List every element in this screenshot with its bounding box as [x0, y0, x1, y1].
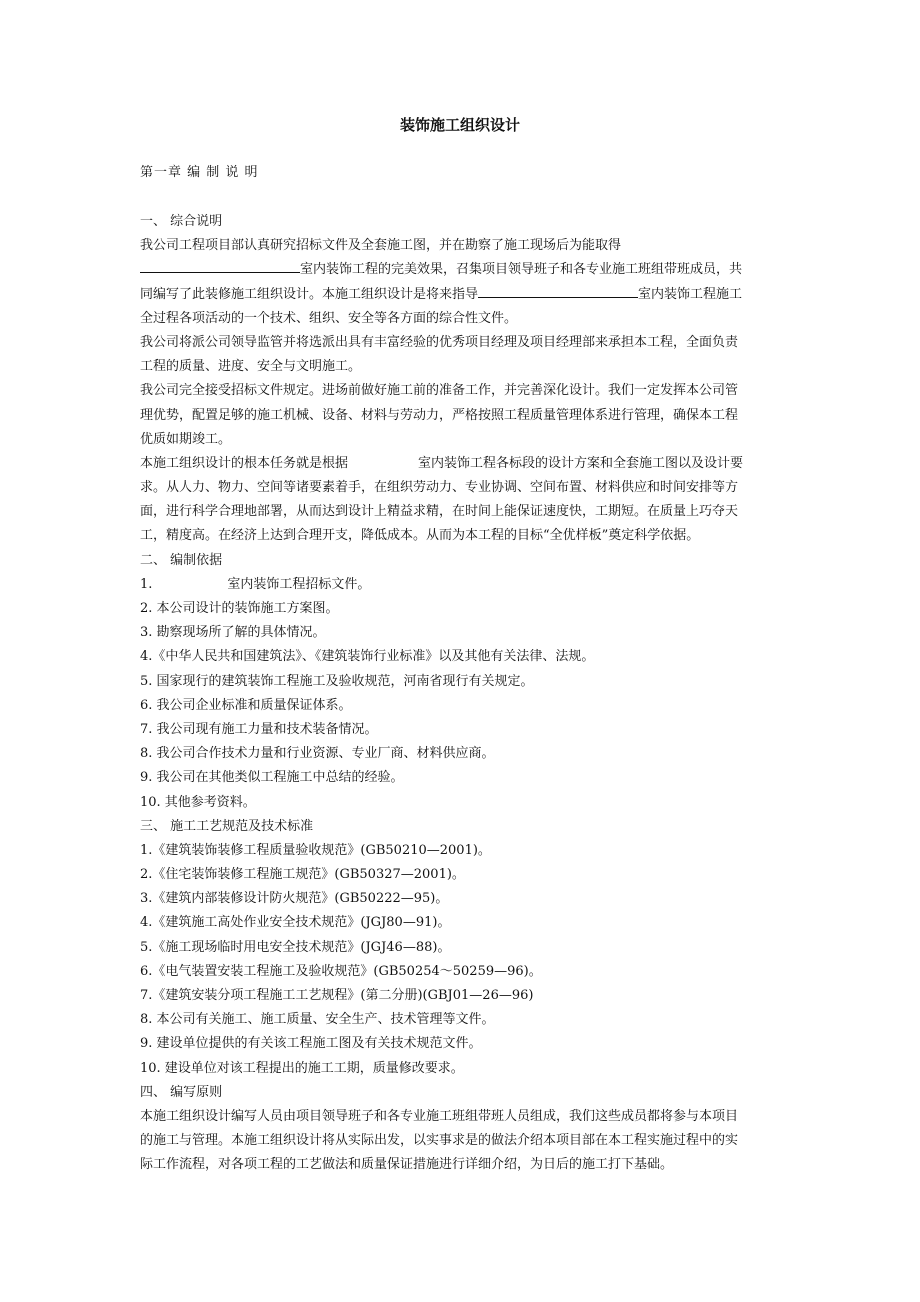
s1-p4-line-3: 面，进行科学合理地部署，从而达到设计上精益求精，在时间上能保证速度快，工期短。在质量上巧夺天 [140, 504, 739, 520]
s2-item-1-text: 室内装饰工程招标文件。 [227, 576, 371, 592]
s4-line-1: 本施工组织设计编写人员由项目领导班子和各专业施工班组带班人员组成，我们这些成员都将参与本项目 [140, 1108, 739, 1124]
s2-list-item: 2. 本公司设计的装饰施工方案图。 [140, 601, 339, 616]
s3-list-item: 6.《电气装置安装工程施工及验收规范》(GB50254～50259—96)。 [140, 963, 542, 979]
s1-p1-line-4: 全过程各项活动的一个技术、组织、安全等各方面的综合性文件。 [140, 310, 518, 326]
s3-list-item: 5.《施工现场临时用电安全技术规范》(JGJ46—88)。 [140, 939, 451, 955]
project-name-blank-2 [478, 283, 638, 298]
s1-p1-line-1: 我公司工程项目部认真研究招标文件及全套施工图，并在勘察了施工现场后为能取得 [140, 238, 622, 254]
s2-list-item: 6. 我公司企业标准和质量保证体系。 [140, 697, 352, 713]
section-1-heading: 一、 综合说明 [140, 214, 223, 229]
s2-list-item: 5. 国家现行的建筑装饰工程施工及验收规范，河南省现行有关规定。 [140, 673, 534, 689]
section-2-heading: 二、 编制依据 [140, 552, 223, 568]
s1-p3-line-3: 优质如期竣工。 [140, 431, 232, 447]
s3-list-item: 8. 本公司有关施工、施工质量、安全生产、技术管理等文件。 [140, 1012, 495, 1028]
section-4-heading: 四、 编写原则 [140, 1084, 223, 1100]
s2-item-1 [140, 573, 788, 597]
s1-p4-line-1b: 室内装饰工程各标段的设计方案和全套施工图以及设计要 [418, 455, 744, 471]
s3-list-item: 4.《建筑施工高处作业安全技术规范》(JGJ80—91)。 [140, 915, 451, 931]
s2-list-item: 8. 我公司合作技术力量和行业资源、专业厂商、材料供应商。 [140, 746, 495, 762]
s1-p3-line-1: 我公司完全接受招标文件规定。进场前做好施工前的准备工作，并完善深化设计。我们一定发挥本公司管 [140, 383, 739, 399]
s3-list-item: 2.《住宅装饰装修工程施工规范》(GB50327—2001)。 [140, 867, 465, 883]
s1-p1-line-3a: 同编写了此装修施工组织设计。本施工组织设计是将来指导 [140, 286, 479, 302]
s1-p4-line-2: 求。从人力、物力、空间等诸要素着手，在组织劳动力、专业协调、空间布置、材料供应和时间安排等方 [140, 480, 739, 496]
s4-line-3: 际工作流程，对各项工程的工艺做法和质量保证措施进行详细介绍，为日后的施工打下基础。 [140, 1157, 674, 1173]
s3-list-item: 3.《建筑内部装修设计防火规范》(GB50222—95)。 [140, 891, 449, 907]
s1-p4-line-4: 工，精度高。在经济上达到合理开支，降低成本。从而为本工程的目标“全优样板”奠定科学依据。 [140, 528, 700, 544]
s2-list-item: 3. 勘察现场所了解的具体情况。 [140, 625, 326, 641]
s2-item-1-number: 1. [140, 576, 153, 592]
s2-list-item: 4.《中华人民共和国建筑法》、《建筑装饰行业标准》以及其他有关法律、法规。 [140, 649, 595, 665]
s3-list-item: 10. 建设单位对该工程提出的施工工期，质量修改要求。 [140, 1060, 464, 1076]
s3-list-item: 7.《建筑安装分项工程施工工艺规程》(第二分册)(GBJ01—26—96) [140, 988, 534, 1003]
chapter-heading: 第一章 编 制 说 明 [140, 165, 259, 180]
s1-p4-line-1 [140, 452, 788, 476]
s2-list-item: 10. 其他参考资料。 [140, 794, 256, 810]
s2-list-item: 9. 我公司在其他类似工程施工中总结的经验。 [140, 770, 404, 786]
s3-list-item: 1.《建筑装饰装修工程质量验收规范》(GB50210—2001)。 [140, 842, 491, 858]
s1-p1-line-3b: 室内装饰工程施工 [638, 286, 743, 302]
s1-p2-line-1: 我公司将派公司领导监管并将选派出具有丰富经验的优秀项目经理及项目经理部来承担本工程，全面负责 [140, 334, 739, 350]
document-title: 装饰施工组织设计 [399, 116, 520, 134]
s1-p1-line-2 [140, 258, 788, 282]
s1-p4-line-1a: 本施工组织设计的根本任务就是根据 [140, 455, 349, 471]
s4-line-2: 的施工与管理。本施工组织设计将从实际出发，以实事求是的做法介绍本项目部在本工程实施过程中的实 [140, 1133, 739, 1149]
document-body [140, 210, 788, 1178]
s2-list-item: 7. 我公司现有施工力量和技术装备情况。 [140, 721, 378, 737]
s1-p1-line-2-text: 室内装饰工程的完美效果，召集项目领导班子和各专业施工班组带班成员，共 [300, 262, 743, 278]
s1-p3-line-2: 理优势，配置足够的施工机械、设备、材料与劳动力，严格按照工程质量管理体系进行管理，确保本工程 [140, 407, 739, 423]
s1-p1-line-3 [140, 283, 788, 307]
section-3-heading: 三、 施工工艺规范及技术标准 [140, 818, 314, 834]
project-name-blank-1 [140, 258, 300, 273]
s1-p2-line-2: 工程的质量、进度、安全与文明施工。 [140, 359, 362, 375]
s3-list-item: 9. 建设单位提供的有关该工程施工图及有关技术规范文件。 [140, 1036, 482, 1052]
